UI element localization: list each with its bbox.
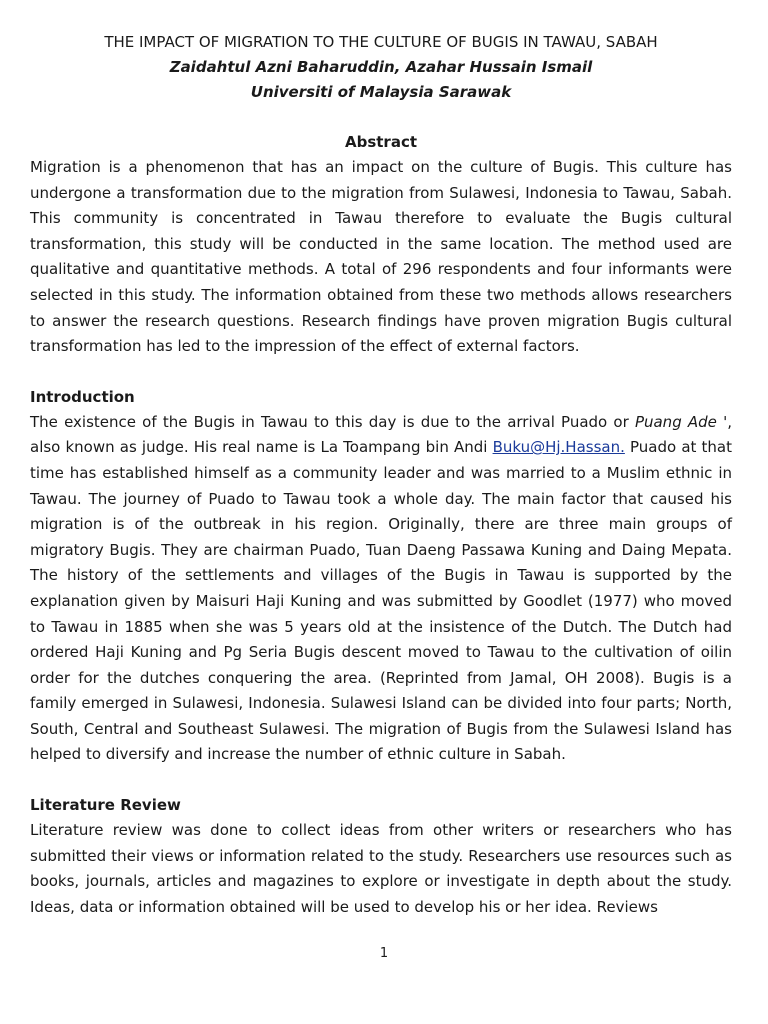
introduction-text [30,410,732,768]
page-number: 1 [379,946,389,961]
introduction-text-part3: Puado at that time has established himself as a community leader and was married to a Muslim ethnic in Tawau. The journey of Puado to Tawau took a whole day. The main factor that caused his migration is of the outbreak in his region. Originally, there are three main groups of migratory Bugis. They are chairman Puado, Tuan Daeng Passawa Kuning and Daing Mepata. The history of the settlements and villages of the Bugis in Tawau is supported by the explanation given by Maisuri Haji Kuning and was submitted by Goodlet (1977) who moved to Tawau in 1885 when she was 5 years old at the insistence of the Dutch. The Dutch had ordered Haji Kuning and Pg Seria Bugis descent moved to Tawau to the cultivation of oilin order for the dutches conquering the area. (Reprinted from Jamal, OH 2008). Bugis is a family emerged in Sulawesi, Indonesia. Sulawesi Island can be divided into four parts; North, South, Central and Southeast Sulawesi. The migration of Bugis from the Sulawesi Island has helped to diversify and increase the number of ethnic culture in Sabah. [30,438,732,764]
paper-affiliation: Universiti of Malaysia Sarawak [250,83,512,101]
literature-review-text: Literature review was done to collect ideas from other writers or researchers who has submitted their views or information related to the study. Researchers use resources such as books, journals, articles and magazines to explore or investigate in depth about the study. Ideas, data or information obtained will be used to develop his or her idea. Reviews [30,821,732,916]
paper-title: THE IMPACT OF MIGRATION TO THE CULTURE OF BUGIS IN TAWAU, SABAH [104,33,658,51]
introduction-italic-term: Puang Ade [634,412,717,431]
literature-review-heading: Literature Review [30,796,181,815]
abstract-heading: Abstract [344,133,418,151]
abstract-text: Migration is a phenomenon that has an impact on the culture of Bugis. This culture has undergone a transformation due to the migration from Sulawesi, Indonesia to Tawau, Sabah. This community is concentrated in Tawau therefore to evaluate the Bugis cultural transformation, this study will be conducted in the same location. The method used are qualitative and quantitative methods. A total of 296 respondents and four informants were selected in this study. The information obtained from these two methods allows researchers to answer the research questions. Research findings have proven migration Bugis cultural transformation has led to the impression of the effect of external factors. [30,158,732,356]
introduction-text-part1: The existence of the Bugis in Tawau to this day is due to the arrival Puado or [30,412,635,431]
introduction-text-part2: ', also known as judge. His real name is La Toampang bin Andi [30,412,732,457]
email-link[interactable]: Buku@Hj.Hassan. [492,438,625,457]
introduction-heading: Introduction [30,387,135,406]
document-page [30,30,732,920]
paper-authors: Zaidahtul Azni Baharuddin, Azahar Hussain Ismail [169,58,593,76]
